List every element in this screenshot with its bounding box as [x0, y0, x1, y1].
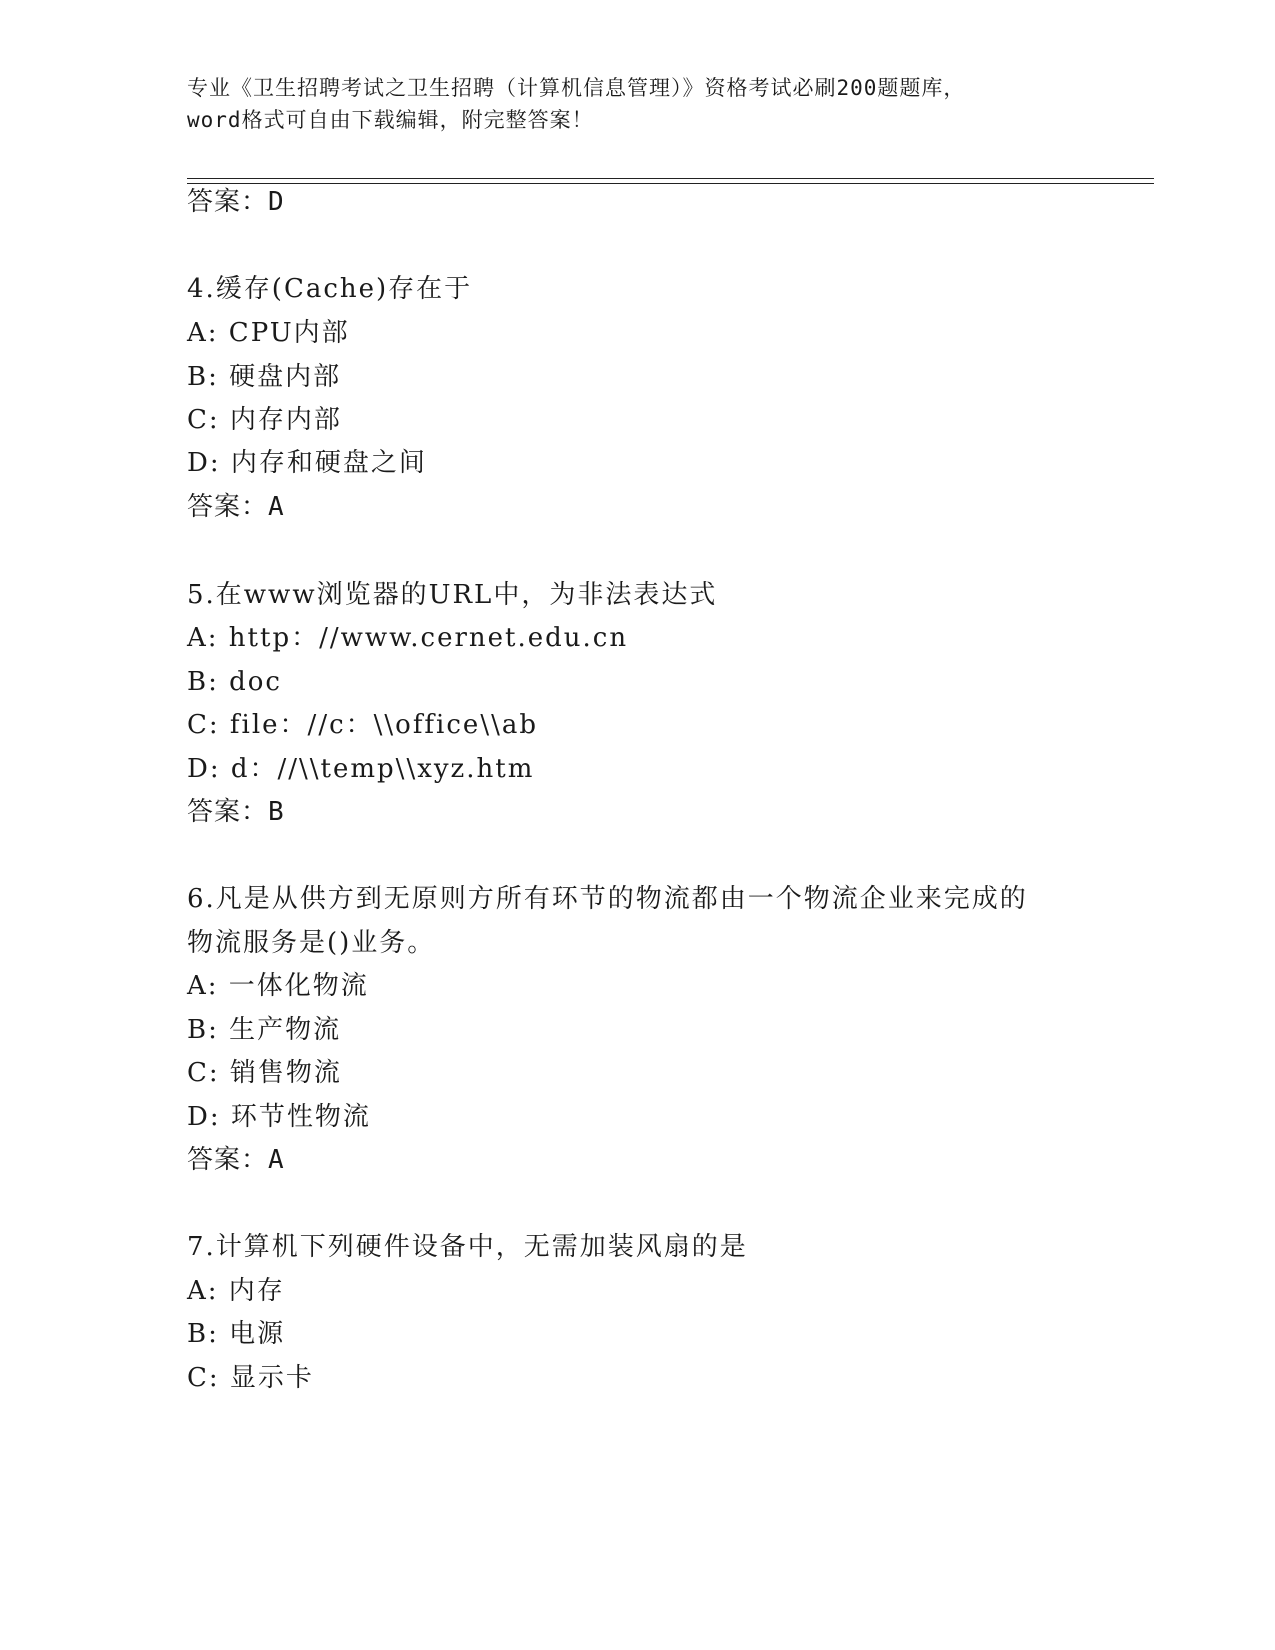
- question-7-text: 7.计算机下列硬件设备中，无需加装风扇的是: [187, 1232, 748, 1262]
- question-6-option-a: A: 一体化物流: [187, 971, 369, 1001]
- header-line-1: 专业《卫生招聘考试之卫生招聘（计算机信息管理）》资格考试必刷200题题库，: [187, 76, 966, 100]
- question-4-option-b: B: 硬盘内部: [187, 362, 342, 392]
- question-6-text-line-1: 6.凡是从供方到无原则方所有环节的物流都由一个物流企业来完成的: [187, 884, 1028, 914]
- question-4-option-c: C: 内存内部: [187, 405, 342, 435]
- question-5-option-c: C: file：//c：\\office\\ab: [187, 710, 538, 740]
- answer-previous: 答案：D: [187, 187, 285, 217]
- question-6-option-c: C: 销售物流: [187, 1058, 342, 1088]
- header-divider-top: [187, 178, 1154, 179]
- header-line-2: word格式可自由下载编辑，附完整答案！: [187, 108, 594, 132]
- question-5-option-a: A: http：//www.cernet.edu.cn: [187, 623, 629, 653]
- question-4-text: 4.缓存(Cache)存在于: [187, 274, 473, 304]
- question-7-option-b: B: 电源: [187, 1319, 286, 1349]
- question-4-answer: 答案：A: [187, 492, 285, 522]
- question-4-option-a: A: CPU内部: [187, 318, 350, 348]
- question-4-option-d: D: 内存和硬盘之间: [187, 448, 427, 478]
- question-5-text: 5.在www浏览器的URL中，为非法表达式: [187, 580, 718, 610]
- question-6-option-d: D: 环节性物流: [187, 1102, 371, 1132]
- header-divider-bottom: [187, 183, 1154, 184]
- question-6-option-b: B: 生产物流: [187, 1015, 342, 1045]
- question-5-answer: 答案：B: [187, 797, 285, 827]
- document-header: [187, 72, 1087, 136]
- question-5-option-b: B: doc: [187, 667, 282, 697]
- question-5-option-d: D: d：//\\temp\\xyz.htm: [187, 754, 535, 784]
- question-6-answer: 答案：A: [187, 1145, 285, 1175]
- question-6-text-line-2: 物流服务是()业务。: [187, 928, 436, 958]
- question-7-option-c: C: 显示卡: [187, 1363, 314, 1393]
- question-7-option-a: A: 内存: [187, 1276, 285, 1306]
